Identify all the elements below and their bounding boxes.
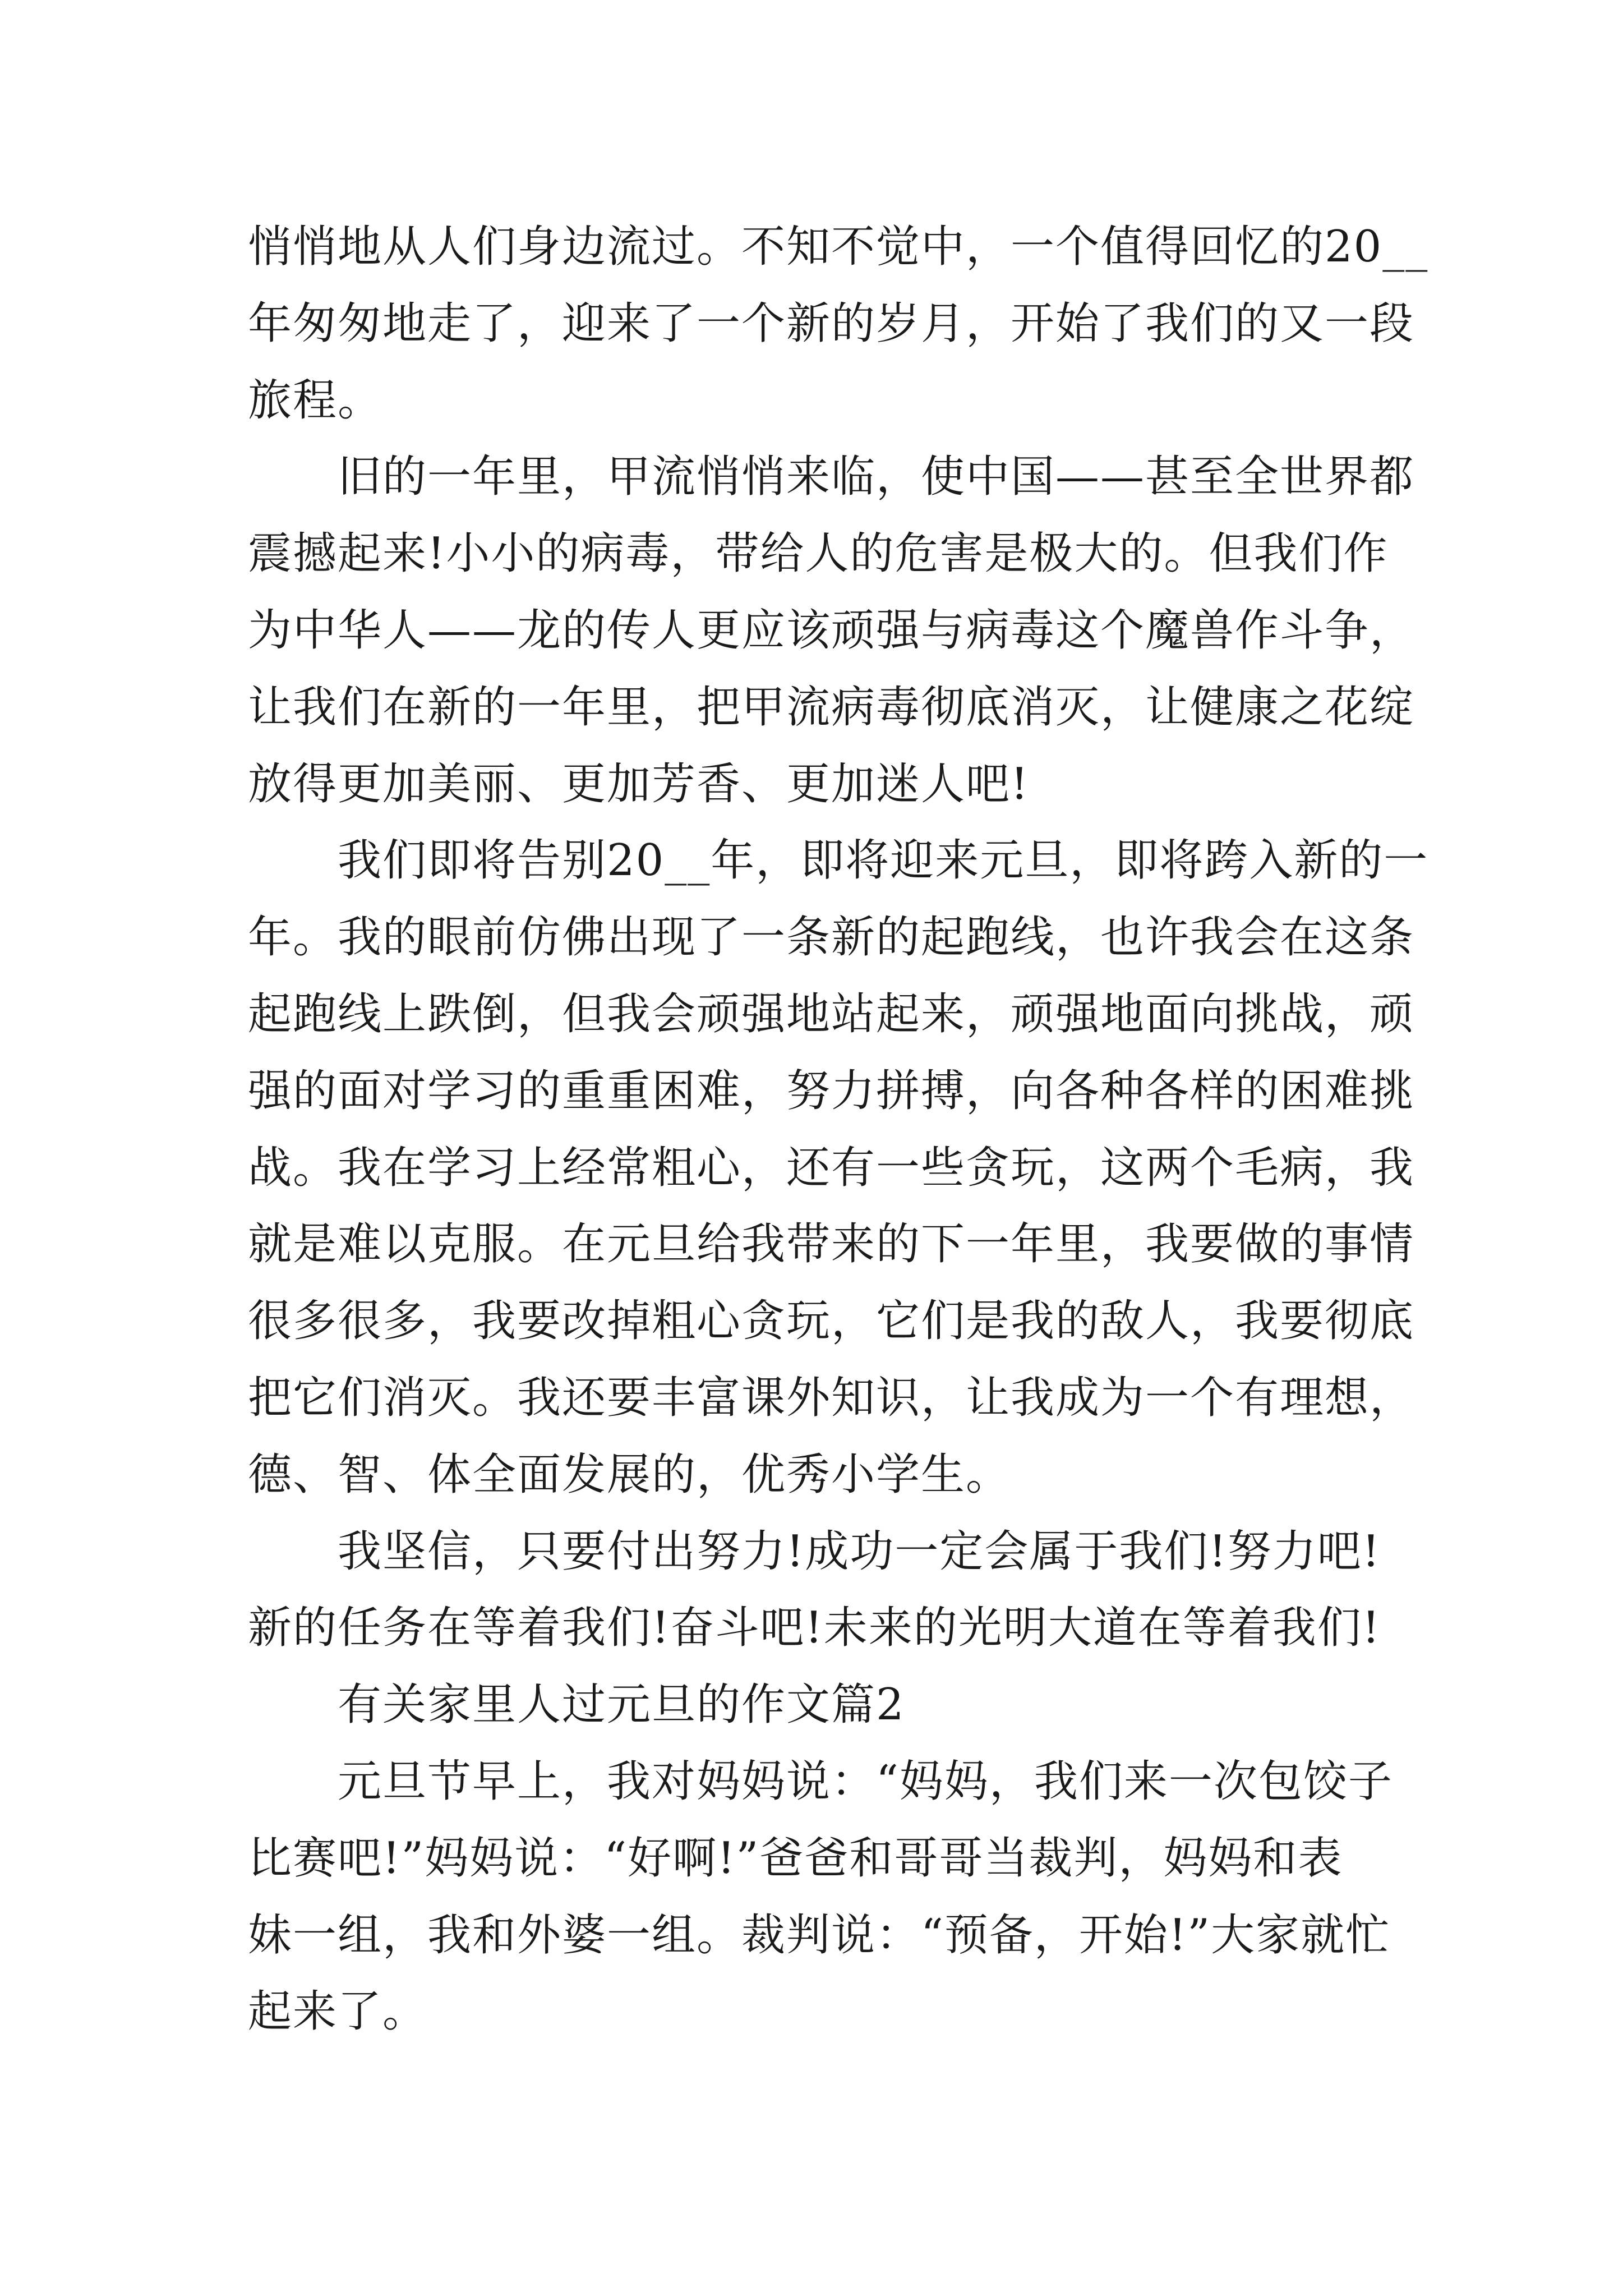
text-line: 新的任务在等着我们!奋斗吧!未来的光明大道在等着我们! — [248, 1603, 1381, 1654]
text-line: 起来了。 — [248, 1986, 428, 2037]
text-line: 很多很多，我要改掉粗心贪玩，它们是我的敌人，我要彻底 — [248, 1296, 1415, 1347]
text-line: 把它们消灭。我还要丰富课外知识，让我成为一个有理想， — [248, 1372, 1415, 1423]
text-line: 强的面对学习的重重困难，努力拼搏，向各种各样的困难挑 — [248, 1065, 1415, 1116]
text-line: 让我们在新的一年里，把甲流病毒彻底消灭，让健康之花绽 — [248, 682, 1415, 733]
text-line: 起跑线上跌倒，但我会顽强地站起来，顽强地面向挑战，顽 — [248, 988, 1415, 1039]
text-line: 旅程。 — [248, 375, 383, 426]
section-heading: 有关家里人过元旦的作文篇2 — [338, 1680, 905, 1731]
text-line: 战。我在学习上经常粗心，还有一些贪玩，这两个毛病，我 — [248, 1142, 1415, 1193]
text-line: 年匆匆地走了，迎来了一个新的岁月，开始了我们的又一段 — [248, 298, 1415, 349]
text-line: 年。我的眼前仿佛出现了一条新的起跑线，也许我会在这条 — [248, 912, 1415, 963]
paragraph-start-line: 我们即将告别20__年，即将迎来元旦，即将跨入新的一 — [338, 835, 1429, 886]
paragraph-start-line: 我坚信，只要付出努力!成功一定会属于我们!努力吧! — [338, 1526, 1381, 1577]
document-body — [248, 209, 1429, 2050]
text-line: 比赛吧!”妈妈说：“好啊!”爸爸和哥哥当裁判，妈妈和表 — [248, 1833, 1343, 1884]
text-line: 悄悄地从人们身边流过。不知不觉中，一个值得回忆的20__ — [248, 222, 1429, 272]
text-line: 放得更加美丽、更加芳香、更加迷人吧! — [248, 758, 1030, 809]
paragraph-start-line: 旧的一年里，甲流悄悄来临，使中国——甚至全世界都 — [338, 452, 1415, 503]
text-line: 为中华人——龙的传人更应该顽强与病毒这个魔兽作斗争， — [248, 605, 1415, 656]
text-line: 就是难以克服。在元旦给我带来的下一年里，我要做的事情 — [248, 1219, 1415, 1270]
text-line: 德、智、体全面发展的，优秀小学生。 — [248, 1449, 1011, 1500]
paragraph-start-line: 元旦节早上，我对妈妈说：“妈妈，我们来一次包饺子 — [338, 1756, 1393, 1807]
text-line: 震撼起来!小小的病毒，带给人的危害是极大的。但我们作 — [248, 528, 1389, 579]
text-line: 妹一组，我和外婆一组。裁判说：“预备，开始!”大家就忙 — [248, 1910, 1391, 1961]
